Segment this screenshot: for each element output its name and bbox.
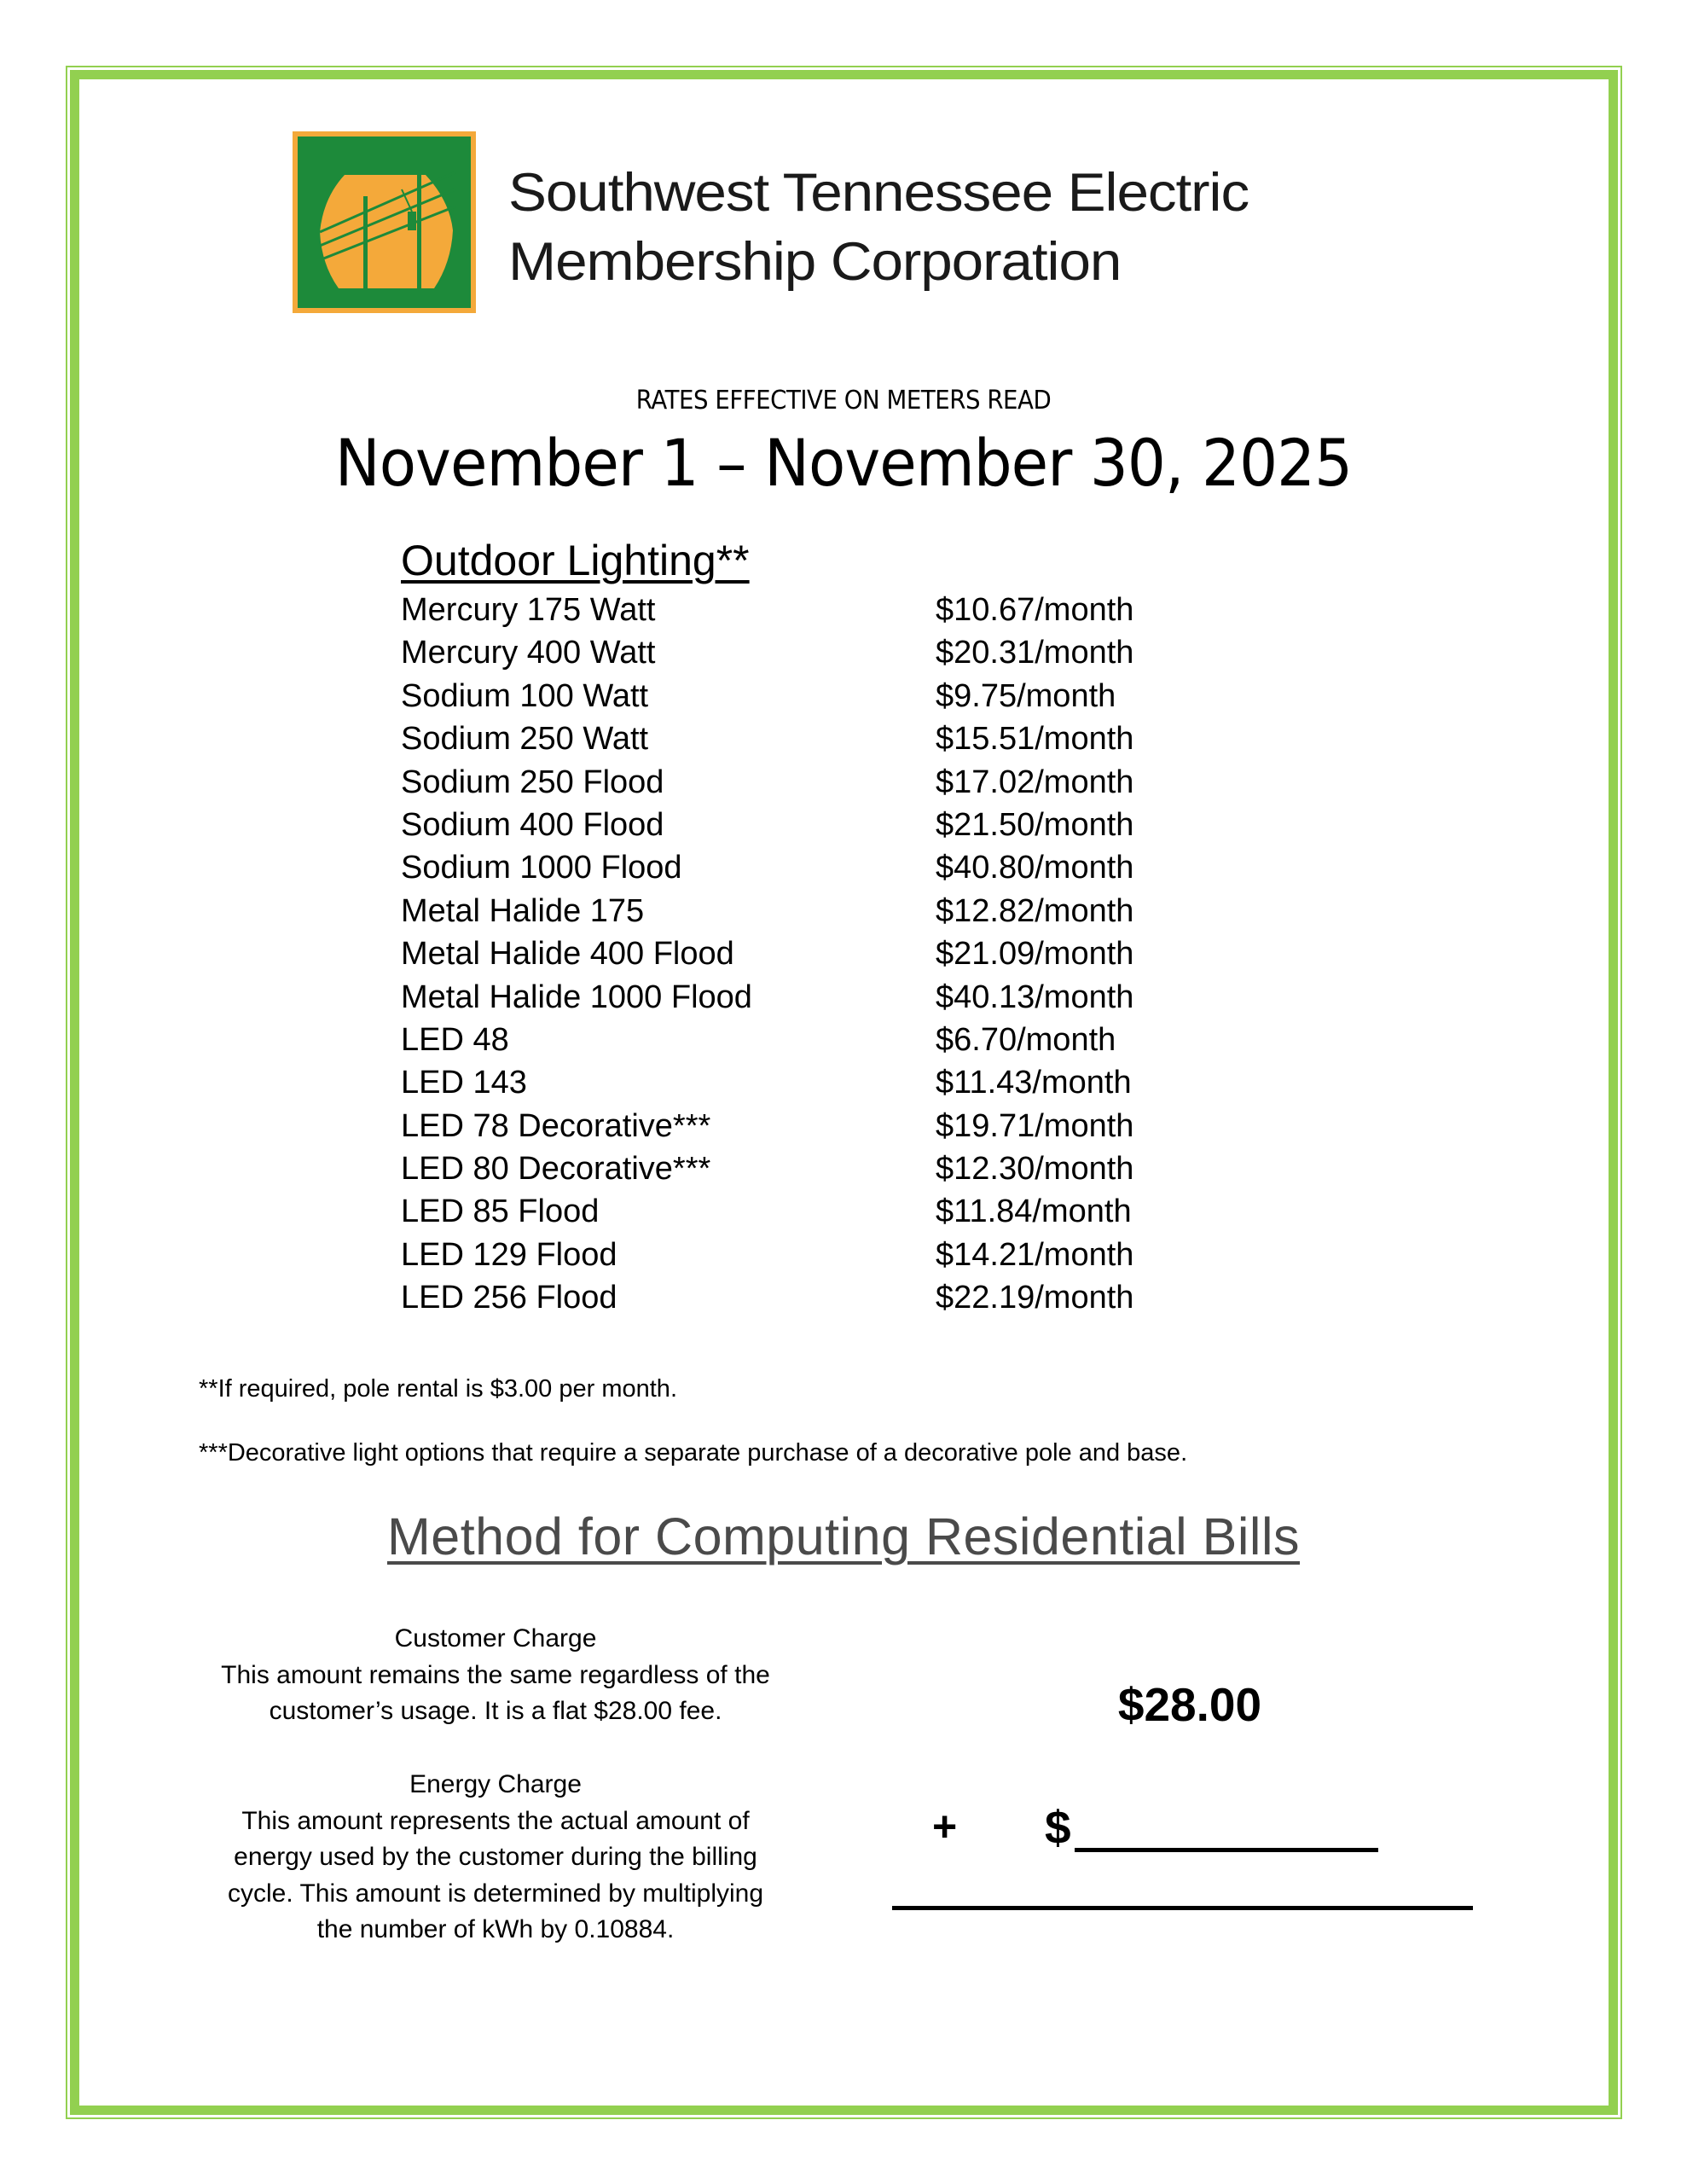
energy-charge-title: Energy Charge bbox=[409, 1770, 582, 1798]
rate-row bbox=[401, 846, 1168, 889]
rate-name: LED 143 bbox=[401, 1065, 527, 1101]
rate-price: $11.43/month bbox=[936, 1065, 1132, 1101]
rate-price: $11.84/month bbox=[936, 1194, 1132, 1230]
rate-row bbox=[401, 1190, 1168, 1233]
rate-price: $22.19/month bbox=[936, 1280, 1134, 1316]
rate-row bbox=[401, 1105, 1168, 1147]
rate-name: Mercury 400 Watt bbox=[401, 635, 656, 671]
rate-price: $15.51/month bbox=[936, 721, 1134, 758]
customer-charge-text-line: customer’s usage. It is a flat $28.00 fee. bbox=[269, 1697, 722, 1725]
rate-name: Sodium 250 Watt bbox=[401, 721, 649, 758]
rate-name: Metal Halide 1000 Flood bbox=[401, 979, 752, 1015]
rate-row bbox=[401, 1061, 1168, 1104]
customer-charge-text-line: This amount remains the same regardless of the bbox=[221, 1660, 770, 1689]
rate-row bbox=[401, 976, 1168, 1019]
company-name-line1: Southwest Tennessee Electric bbox=[508, 163, 1249, 223]
rate-name: LED 129 Flood bbox=[401, 1236, 617, 1273]
rates-effective-label: RATES EFFECTIVE ON METERS READ bbox=[635, 386, 1052, 415]
rate-name: LED 78 Decorative*** bbox=[401, 1107, 711, 1144]
outdoor-lighting-rates-table bbox=[401, 589, 1168, 1320]
energy-charge-text-line: energy used by the customer during the billing bbox=[234, 1843, 757, 1871]
energy-charge-description bbox=[188, 1767, 803, 1949]
residential-bills-heading-text: Method for Computing Residential Bills bbox=[386, 1507, 1301, 1565]
rate-row bbox=[401, 1276, 1168, 1319]
energy-charge-text-line: cycle. This amount is determined by multiplying bbox=[227, 1879, 764, 1908]
outdoor-lighting-title: Outdoor Lighting** bbox=[401, 537, 750, 584]
rate-row bbox=[401, 717, 1168, 760]
rate-price: $19.71/month bbox=[936, 1107, 1134, 1144]
company-name-line2: Membership Corporation bbox=[508, 232, 1122, 292]
rate-name: LED 48 bbox=[401, 1021, 509, 1058]
date-range-title: November 1 – November 30, 2025 bbox=[334, 425, 1353, 501]
rate-name: Sodium 1000 Flood bbox=[401, 850, 682, 886]
rate-price: $6.70/month bbox=[936, 1021, 1116, 1058]
total-sum-line bbox=[892, 1906, 1473, 1910]
customer-charge-amount: $28.00 bbox=[1117, 1678, 1262, 1731]
rate-price: $17.02/month bbox=[936, 764, 1134, 800]
customer-charge-description bbox=[188, 1621, 803, 1730]
energy-charge-text-line: This amount represents the actual amount of bbox=[241, 1806, 750, 1835]
rate-name: Metal Halide 400 Flood bbox=[401, 936, 734, 973]
rate-row bbox=[401, 804, 1168, 846]
rate-name: Sodium 400 Flood bbox=[401, 806, 664, 843]
energy-charge-dollar-sign: $ bbox=[1045, 1801, 1071, 1854]
rate-row bbox=[401, 890, 1168, 932]
power-lines-sunset-logo-icon bbox=[298, 136, 471, 308]
energy-charge-text-line: the number of kWh by 0.10884. bbox=[316, 1915, 675, 1943]
rate-row bbox=[401, 1019, 1168, 1061]
rate-name: Metal Halide 175 bbox=[401, 892, 645, 929]
rate-price: $21.50/month bbox=[936, 806, 1134, 843]
rate-row bbox=[401, 1234, 1168, 1276]
rate-name: Sodium 100 Watt bbox=[401, 677, 649, 714]
decorative-footnote: ***Decorative light options that require a separate purchase of a decorative pole and base. bbox=[199, 1439, 1188, 1467]
rate-price: $40.80/month bbox=[936, 850, 1134, 886]
company-logo bbox=[293, 131, 476, 313]
rate-name: LED 256 Flood bbox=[401, 1280, 617, 1316]
rate-price: $12.30/month bbox=[936, 1151, 1134, 1188]
rate-name: LED 80 Decorative*** bbox=[401, 1151, 711, 1188]
rate-price: $9.75/month bbox=[936, 677, 1116, 714]
plus-operator: + bbox=[932, 1803, 958, 1850]
pole-rental-footnote: **If required, pole rental is $3.00 per month. bbox=[199, 1375, 677, 1403]
rate-price: $14.21/month bbox=[936, 1236, 1134, 1273]
rate-row bbox=[401, 675, 1168, 717]
rate-row bbox=[401, 932, 1168, 975]
company-name bbox=[508, 159, 1249, 297]
rate-row bbox=[401, 589, 1168, 631]
rate-price: $20.31/month bbox=[936, 635, 1134, 671]
rate-row bbox=[401, 1147, 1168, 1190]
rate-price: $12.82/month bbox=[936, 892, 1134, 929]
rate-name: LED 85 Flood bbox=[401, 1194, 600, 1230]
residential-bills-heading bbox=[0, 1507, 1687, 1566]
rate-name: Mercury 175 Watt bbox=[401, 592, 656, 628]
rate-price: $40.13/month bbox=[936, 979, 1134, 1015]
rate-row bbox=[401, 631, 1168, 674]
rate-price: $10.67/month bbox=[936, 592, 1134, 628]
rate-name: Sodium 250 Flood bbox=[401, 764, 664, 800]
rate-row bbox=[401, 761, 1168, 804]
energy-charge-blank-line bbox=[1075, 1848, 1378, 1852]
rate-price: $21.09/month bbox=[936, 936, 1134, 973]
customer-charge-title: Customer Charge bbox=[394, 1624, 597, 1653]
